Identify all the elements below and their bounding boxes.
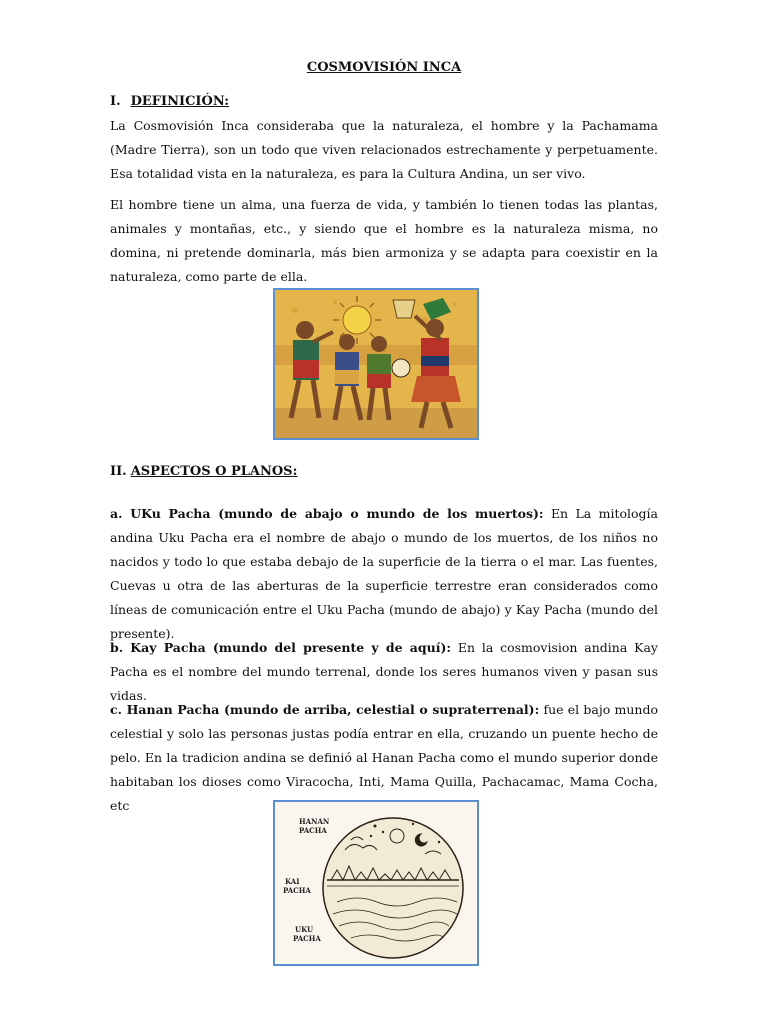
definition-paragraph-1: La Cosmovisión Inca consideraba que la naturaleza, el hombre y la Pachamama (Madre Tierra), son un todo que viven relacionados estrechamente y perpetuamente. Esa totalidad vista en la naturaleza, es para la Cultura Andina, un ser vivo. [110, 118, 658, 181]
section-2-title: ASPECTOS O PLANOS: [130, 464, 298, 479]
section-1-heading [110, 94, 229, 109]
item-hanan-pacha-text: fue el bajo mundo celestial y solo las personas justas podía entrar en ella, cruzando un puente hecho de pelo. En la tradicion andina se definió al Hanan Pacha como el mundo superior donde habitaban los dioses como Viracocha, Inti, Mama Quilla, Pachacamac, Mama Cocha, etc [110, 702, 658, 813]
three-worlds-drawing [275, 802, 477, 964]
label-kai-pacha-line2: PACHA [283, 886, 311, 895]
section-2-heading [110, 464, 297, 479]
label-kai-pacha-line1: KAI [285, 877, 300, 886]
definition-paragraph-2: El hombre tiene un alma, una fuerza de vida, y también lo tienen todas las plantas, animales y montañas, etc., y siendo que el hombre es la naturaleza misma, no domina, ni pretende dominarla, más bien armoniza y se adapta para coexistir en la naturaleza, como parte de ella. [110, 197, 658, 284]
label-uku-pacha-line1: UKU [295, 925, 314, 934]
label-hanan-pacha-line1: HANAN [299, 817, 330, 826]
item-hanan-pacha-label: c. Hanan Pacha (mundo de arriba, celestial o supraterrenal): [110, 702, 540, 717]
item-uku-pacha [110, 502, 658, 646]
item-uku-pacha-label: a. UKu Pacha (mundo de abajo o mundo de los muertos): [110, 506, 544, 521]
item-uku-pacha-text: En La mitología andina Uku Pacha era el nombre de abajo o mundo de los muertos, de los niños no nacidos y todo lo que estaba debajo de la superficie de la tierra o el mar. Las fuentes, Cuevas u otra de las aberturas de la superficie terrestre eran considerados como líneas de comunicación entre el Uku Pacha (mundo de abajo) y Kay Pacha (mundo del presente). [110, 506, 658, 641]
label-uku-pacha-line2: PACHA [293, 934, 321, 943]
inca-painting-image [275, 290, 477, 438]
document-title: COSMOVISIÓN INCA [306, 60, 462, 75]
three-worlds-figure [273, 800, 479, 966]
section-1-title: DEFINICIÓN: [130, 94, 230, 109]
item-kay-pacha-text: En la cosmovision andina Kay Pacha es el nombre del mundo terrenal, donde los seres humanos viven y pasan sus vidas. [110, 640, 658, 703]
item-kay-pacha-label: b. Kay Pacha (mundo del presente y de aquí): [110, 640, 451, 655]
section-1-number: I. [110, 94, 121, 109]
section-2-number: II. [110, 464, 127, 479]
inca-painting-figure [273, 288, 479, 440]
label-hanan-pacha-line2: PACHA [299, 826, 327, 835]
